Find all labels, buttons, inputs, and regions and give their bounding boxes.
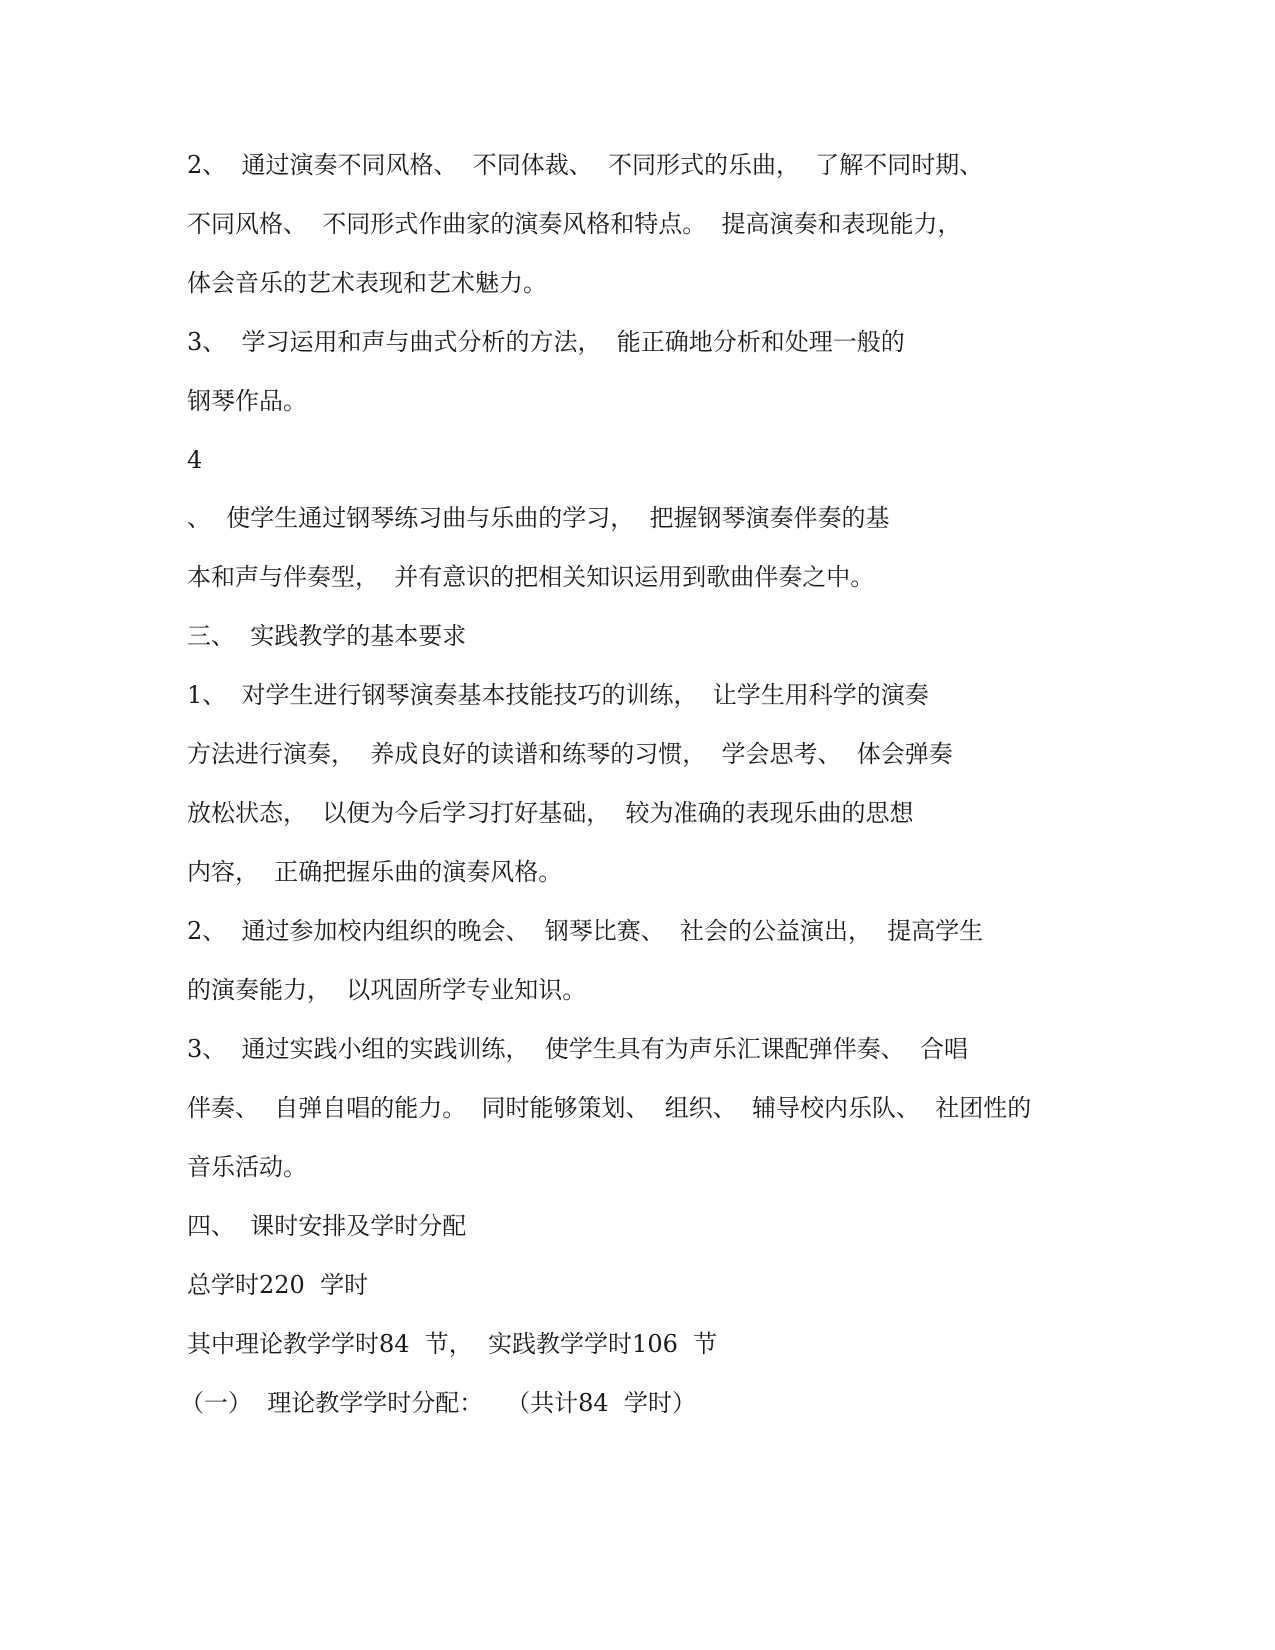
subsection-heading-1: （一） 理论教学学时分配： （共计84 学时） [180, 1389, 696, 1417]
text-line-1: 2、 通过演奏不同风格、 不同体裁、 不同形式的乐曲， 了解不同时期、 [187, 151, 984, 179]
text-line-12: 放松状态， 以便为今后学习打好基础， 较为准确的表现乐曲的思想 [187, 799, 914, 827]
text-line-5: 钢琴作品。 [187, 387, 307, 415]
text-line-14: 2、 通过参加校内组织的晚会、 钢琴比赛、 社会的公益演出， 提高学生 [187, 917, 984, 945]
text-line-2: 不同风格、 不同形式作曲家的演奏风格和特点。 提高演奏和表现能力， [187, 210, 962, 238]
text-line-4: 3、 学习运用和声与曲式分析的方法， 能正确地分析和处理一般的 [187, 328, 905, 356]
text-line-13: 内容， 正确把握乐曲的演奏风格。 [187, 858, 563, 886]
section-heading-3: 三、 实践教学的基本要求 [187, 622, 467, 650]
text-line-8: 本和声与伴奏型， 并有意识的把相关知识运用到歌曲伴奏之中。 [187, 563, 875, 591]
text-line-18: 音乐活动。 [187, 1153, 307, 1181]
text-line-10: 1、 对学生进行钢琴演奏基本技能技巧的训练， 让学生用科学的演奏 [187, 681, 929, 709]
text-line-7: 、 使学生通过钢琴练习曲与乐曲的学习， 把握钢琴演奏伴奏的基 [187, 504, 890, 532]
text-line-16: 3、 通过实践小组的实践训练， 使学生具有为声乐汇课配弹伴奏、 合唱 [187, 1035, 969, 1063]
text-line-11: 方法进行演奏， 养成良好的读谱和练琴的习惯， 学会思考、 体会弹奏 [187, 740, 953, 768]
text-line-3: 体会音乐的艺术表现和艺术魅力。 [187, 269, 547, 297]
text-line-20: 总学时220 学时 [187, 1271, 369, 1299]
text-line-21: 其中理论教学学时84 节， 实践教学学时106 节 [187, 1330, 718, 1358]
text-line-6: 4 [187, 446, 203, 474]
text-line-17: 伴奏、 自弹自唱的能力。 同时能够策划、 组织、 辅导校内乐队、 社团性的 [187, 1094, 1032, 1122]
section-heading-4: 四、 课时安排及学时分配 [187, 1212, 467, 1240]
text-line-15: 的演奏能力， 以巩固所学专业知识。 [187, 976, 587, 1004]
